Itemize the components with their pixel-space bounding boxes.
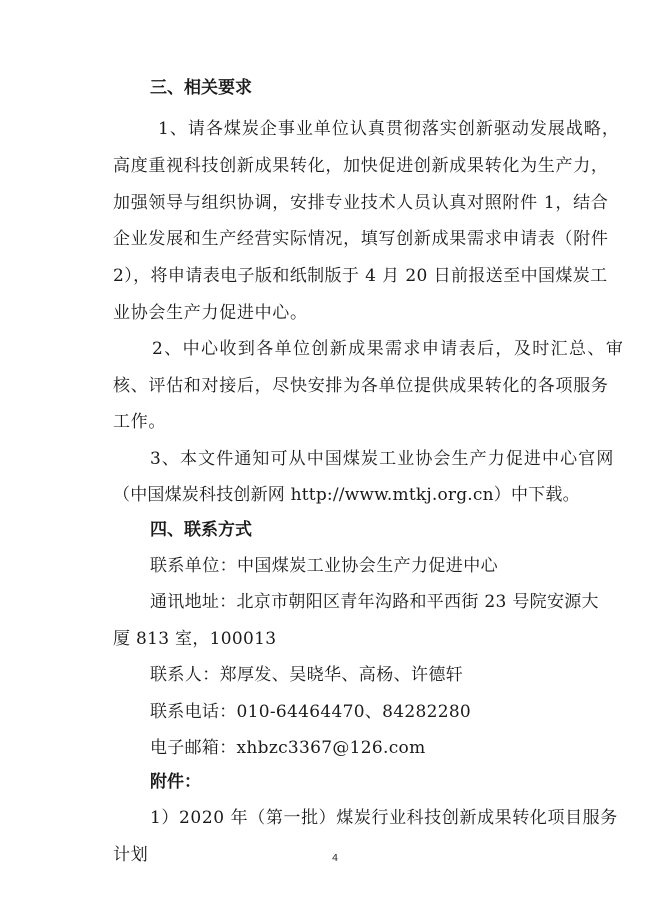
paragraph-1-line-3: 加强领导与组织协调，安排专业技术人员认真对照附件 1，结合 <box>113 193 609 213</box>
contact-unit: 联系单位：中国煤炭工业协会生产力促进中心 <box>150 556 498 576</box>
paragraph-1-line-1: 1、请各煤炭企事业单位认真贯彻落实创新驱动发展战略， <box>158 119 620 139</box>
paragraph-1-line-4: 企业发展和生产经营实际情况，填写创新成果需求申请表（附件 <box>113 229 609 249</box>
paragraph-2-line-1: 2、中心收到各单位创新成果需求申请表后，及时汇总、审 <box>152 339 625 359</box>
paragraph-2-line-3: 工作。 <box>113 412 167 432</box>
paragraph-1-line-6: 业协会生产力促进中心。 <box>113 303 308 323</box>
section-4-heading: 四、联系方式 <box>150 520 252 540</box>
contact-phone: 联系电话：010-64464470、84282280 <box>150 702 472 722</box>
paragraph-2-line-2: 核、评估和对接后，尽快安排为各单位提供成果转化的各项服务 <box>113 376 609 396</box>
paragraph-1-line-2: 高度重视科技创新成果转化，加快促进创新成果转化为生产力， <box>113 156 609 176</box>
attachment-1-line-2: 计划 <box>113 845 149 865</box>
contact-email: 电子邮箱：xhbzc3367@126.com <box>150 738 426 758</box>
contact-address-line-1: 通讯地址：北京市朝阳区青年沟路和平西街 23 号院安源大 <box>150 592 599 612</box>
contact-address-line-2: 厦 813 室，100013 <box>113 629 277 649</box>
contact-persons: 联系人：郑厚发、吴晓华、高杨、许德轩 <box>150 665 464 685</box>
page-number: 4 <box>331 853 339 864</box>
paragraph-1-line-5: 2），将申请表电子版和纸制版于 4 月 20 日前报送至中国煤炭工 <box>113 266 608 286</box>
attachments-heading: 附件： <box>150 772 201 792</box>
paragraph-3-line-1: 3、本文件通知可从中国煤炭工业协会生产力促进中心官网 <box>150 449 615 469</box>
attachment-1-line-1: 1）2020 年（第一批）煤炭行业科技创新成果转化项目服务 <box>150 808 618 828</box>
paragraph-3-line-2: （中国煤炭科技创新网 http://www.mtkj.org.cn）中下载。 <box>113 485 580 505</box>
section-3-heading: 三、相关要求 <box>150 78 252 98</box>
